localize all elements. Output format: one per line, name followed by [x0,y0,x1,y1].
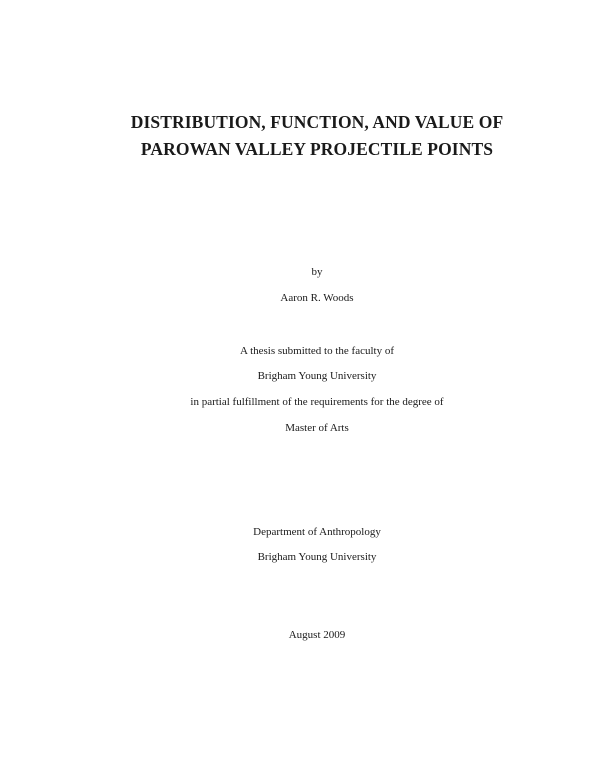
degree-name: Master of Arts [285,422,349,434]
submission-statement-line-1: A thesis submitted to the faculty of [240,345,394,357]
submission-statement-line-2: Brigham Young University [257,370,377,382]
submission-statement-line-3: in partial fulfillment of the requirements for the degree of [190,396,444,408]
university-name: Brigham Young University [257,551,377,563]
department-name: Department of Anthropology [253,526,381,538]
author-name: Aaron R. Woods [280,292,354,304]
thesis-title-line-1: DISTRIBUTION, FUNCTION, AND VALUE OF [130,112,504,132]
thesis-title-line-2: PAROWAN VALLEY PROJECTILE POINTS [140,139,494,159]
submission-date: August 2009 [288,629,346,641]
by-label: by [311,266,323,278]
